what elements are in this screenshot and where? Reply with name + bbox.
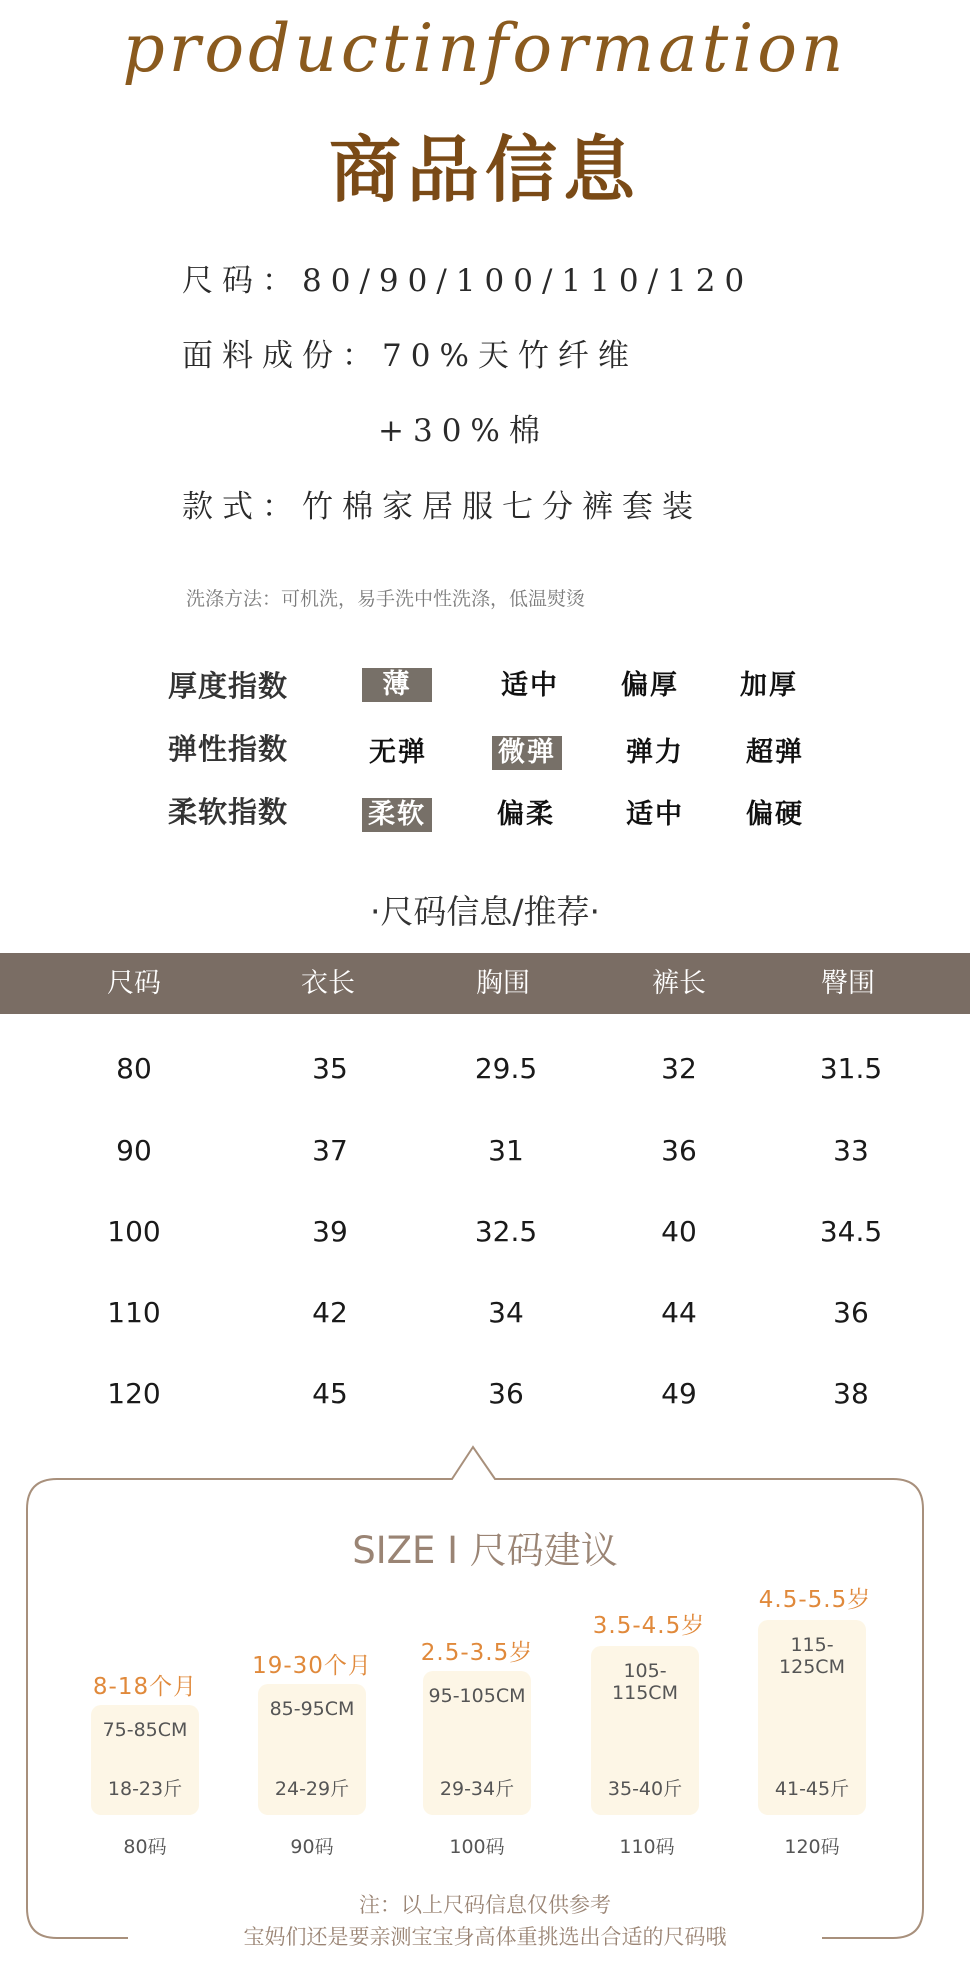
style-info-line [182,481,702,526]
softness-option: 偏柔 [497,799,555,830]
table-cell: 35 [312,1052,348,1085]
table-cell: 49 [661,1377,697,1410]
wash-instructions: 洗涤方法：可机洗，易手洗中性洗涤，低温熨烫 [186,588,586,610]
table-cell: 80 [116,1052,152,1085]
table-row [0,1215,970,1255]
page-title: 商品信息 [328,128,641,212]
table-cell: 90 [116,1134,152,1167]
thickness-option: 适中 [501,670,559,701]
size-card [258,1684,366,1815]
elasticity-option: 超弹 [746,737,804,768]
script-title: productinformation [122,10,848,87]
height-range: 105-115CM [612,1660,678,1704]
table-row [0,1296,970,1336]
table-cell: 40 [661,1215,697,1248]
elasticity-index-label: 弹性指数 [168,732,289,766]
table-cell: 36 [661,1134,697,1167]
table-cell: 44 [661,1296,697,1329]
elasticity-option: 无弹 [369,737,427,768]
table-cell: 42 [312,1296,348,1329]
table-cell: 34.5 [819,1215,883,1248]
fabric-info-line [182,330,638,375]
weight-range: 29-34斤 [439,1778,515,1800]
table-row [0,1377,970,1417]
table-header-cell: 尺码 [107,968,161,999]
size-table-title: ·尺码信息/推荐· [369,892,601,931]
size-card [591,1646,699,1815]
thickness-option: 偏厚 [621,670,679,701]
table-row [0,1052,970,1092]
elasticity-option: 弹力 [626,737,684,768]
size-card [758,1620,866,1815]
style-label: 款式： [182,489,302,525]
table-cell: 38 [833,1377,869,1410]
thickness-option: 加厚 [740,670,798,701]
table-cell: 37 [312,1134,348,1167]
thickness-index-label: 厚度指数 [168,669,289,703]
style-value: 竹棉家居服七分裤套装 [302,489,702,525]
table-cell: 32 [661,1052,697,1085]
height-range: 95-105CM [428,1685,526,1707]
size-code: 110码 [619,1836,675,1858]
size-card [423,1671,531,1815]
table-cell: 34 [488,1296,524,1329]
fit-advice-note: 宝妈们还是要亲测宝宝身高体重挑选出合适的尺码哦 [243,1925,727,1949]
size-recommendation-title: SIZE I 尺码建议 [352,1529,618,1572]
table-cell: 45 [312,1377,348,1410]
table-cell: 36 [833,1296,869,1329]
fabric-value: 70%天竹纤维 [382,338,638,374]
age-range: 19-30个月 [252,1653,372,1679]
size-code: 80码 [123,1836,167,1858]
height-range: 75-85CM [102,1719,188,1741]
weight-range: 35-40斤 [607,1778,683,1800]
age-range: 2.5-3.5岁 [420,1640,534,1666]
reference-note: 注：以上尺码信息仅供参考 [359,1893,611,1917]
table-cell: 120 [107,1377,161,1410]
size-info-line [182,255,753,300]
age-range: 8-18个月 [92,1674,198,1700]
size-code: 100码 [449,1836,505,1858]
weight-range: 41-45斤 [774,1778,850,1800]
size-table-header [0,953,970,1014]
table-cell: 33 [833,1134,869,1167]
fabric-label: 面料成份： [182,338,382,374]
elasticity-option-selected: 微弹 [492,736,562,770]
table-header-cell: 胸围 [476,968,530,999]
size-code: 90码 [290,1836,334,1858]
table-header-cell: 衣长 [301,968,355,999]
table-cell: 31 [488,1134,524,1167]
table-header-cell: 裤长 [652,968,706,999]
table-cell: 32.5 [474,1215,538,1248]
table-cell: 100 [107,1215,161,1248]
softness-option: 偏硬 [746,799,804,830]
table-cell: 36 [488,1377,524,1410]
age-range: 3.5-4.5岁 [592,1613,706,1639]
size-label: 尺码： [182,263,302,299]
age-range: 4.5-5.5岁 [758,1587,872,1613]
size-value: 80/90/100/110/120 [302,263,754,299]
table-cell: 39 [312,1215,348,1248]
softness-index-label: 柔软指数 [168,795,289,829]
softness-option: 适中 [626,799,684,830]
table-row [0,1134,970,1174]
height-range: 85-95CM [269,1698,355,1720]
thickness-option-selected: 薄 [362,668,432,702]
size-card [91,1705,199,1815]
table-cell: 29.5 [474,1052,538,1085]
weight-range: 18-23斤 [107,1778,183,1800]
weight-range: 24-29斤 [274,1778,350,1800]
fabric-value-2: +30%棉 [378,413,549,449]
softness-option-selected: 柔软 [362,798,432,832]
height-range: 115-125CM [779,1634,845,1678]
table-cell: 110 [107,1296,161,1329]
table-cell: 31.5 [819,1052,883,1085]
table-header-cell: 臀围 [821,968,875,999]
size-code: 120码 [784,1836,840,1858]
